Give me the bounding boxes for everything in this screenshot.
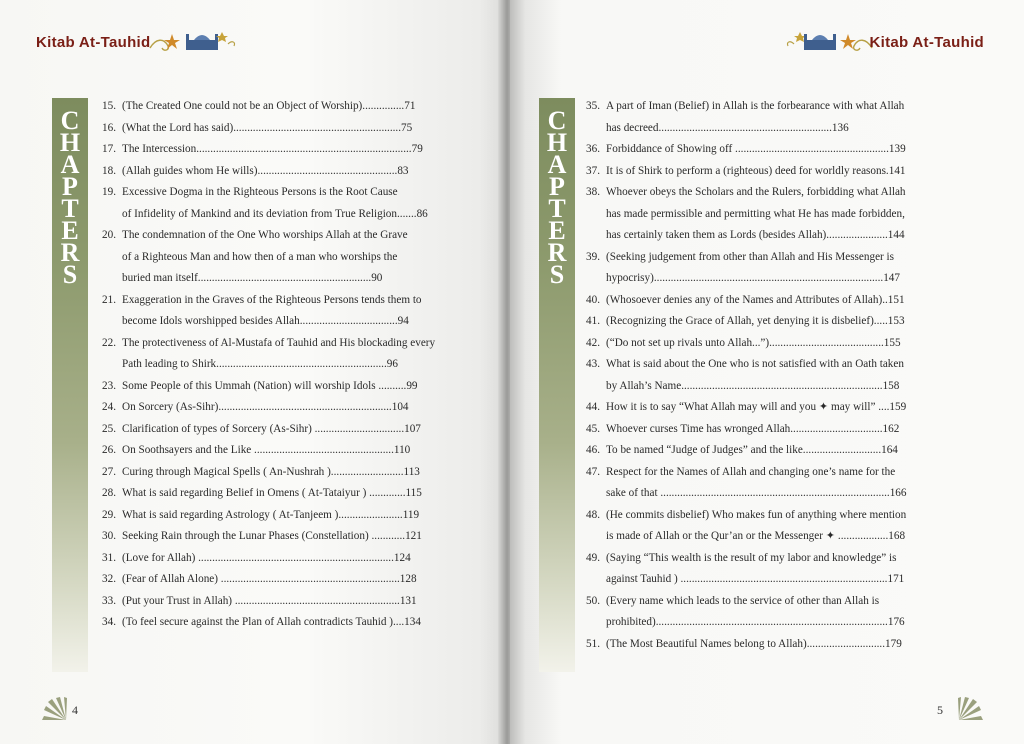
toc-entry: 35. A part of Iman (Belief) in Allah is the forbearance with what Allah has decreed..............................................................136	[586, 100, 905, 134]
toc-entry: 37. It is of Shirk to perform a (righteous) deed for worldly reasons.141	[586, 164, 906, 177]
toc-entry: 21. Exaggeration in the Graves of the Righteous Persons tends them to become Idols worshipped besides Allah...................................94	[102, 293, 422, 327]
toc-list-left	[102, 96, 466, 634]
toc-entry: 27. Curing through Magical Spells ( An-Nushrah )..........................113	[102, 465, 420, 478]
toc-entry: 50. (Every name which leads to the service of other than Allah is prohibited)...................................................................................176	[586, 594, 905, 628]
toc-entry: 20. The condemnation of the One Who worships Allah at the Grave of a Righteous Man and how then of a man who worships the buried man itself..............................................................90	[102, 229, 408, 284]
toc-entry: 19. Excessive Dogma in the Righteous Persons is the Root Cause of Infidelity of Mankind and its deviation from True Religion.......86	[102, 186, 428, 220]
toc-entry: 32. (Fear of Allah Alone) ................................................................128	[102, 573, 417, 585]
chapters-vertical-label: C H A P T E R S	[59, 106, 81, 289]
toc-entry: 29. What is said regarding Astrology ( At-Tanjeem ).......................119	[102, 508, 420, 521]
toc-entry: 18. (Allah guides whom He wills)..................................................83	[102, 164, 409, 177]
chapters-band	[52, 98, 88, 672]
toc-entry: 39. (Seeking judgement from other than Allah and His Messenger is hypocrisy)..................................................................................147	[586, 250, 900, 284]
toc-entry: 16. (What the Lord has said)............................................................75	[102, 121, 413, 134]
toc-entry: 28. What is said regarding Belief in Omens ( At-Tataiyur ) .............115	[102, 487, 422, 499]
page-number-right: 5	[937, 703, 943, 717]
toc-entry: 42. (“Do not set up rivals unto Allah...”).........................................155	[586, 336, 901, 349]
left-page	[0, 0, 510, 744]
toc-entry: 47. Respect for the Names of Allah and changing one’s name for the sake of that ..................................................................................166	[586, 465, 907, 499]
toc-entry: 49. (Saying “This wealth is the result of my labor and knowledge” is against Tauhid ) ..........................................................................171	[586, 551, 905, 585]
toc-entry: 51. (The Most Beautiful Names belong to Allah)............................179	[586, 637, 902, 650]
toc-entry: 22. The protectiveness of Al-Mustafa of Tauhid and His blockading every Path leading to Shirk.............................................................96	[102, 336, 436, 370]
fan-ornament-icon	[957, 696, 987, 722]
toc-entry: 40. (Whosoever denies any of the Names and Attributes of Allah)..151	[586, 293, 905, 306]
toc-entry: 36. Forbiddance of Showing off .......................................................139	[586, 143, 906, 155]
page-number-left: 4	[72, 703, 78, 717]
toc-entry: 38. Whoever obeys the Scholars and the Rulers, forbidding what Allah has made permissible and permitting what He has made forbidden, has certainly taken them as Lords (besides Allah)......................144	[586, 186, 906, 241]
mosque-ornament-icon	[148, 28, 238, 54]
chapters-band	[539, 98, 575, 672]
toc-entry: 23. Some People of this Ummah (Nation) will worship Idols ..........99	[102, 379, 418, 392]
toc-entry: 45. Whoever curses Time has wronged Allah.................................162	[586, 422, 900, 435]
toc-list-right	[586, 96, 952, 655]
toc-entry: 17. The Intercession.............................................................................79	[102, 143, 423, 155]
toc-entry: 34. (To feel secure against the Plan of Allah contradicts Tauhid )....134	[102, 616, 421, 628]
toc-entry: 31. (Love for Allah) ......................................................................124	[102, 551, 411, 564]
running-header-right: Kitab At-Tauhid	[869, 34, 984, 51]
toc-entry: 46. To be named “Judge of Judges” and the like............................164	[586, 444, 898, 456]
toc-entry: 44. How it is to say “What Allah may will and you ✦ may will” ....159	[586, 401, 907, 413]
toc-entry: 25. Clarification of types of Sorcery (As-Sihr) ................................107	[102, 422, 421, 435]
toc-entry: 15. (The Created One could not be an Object of Worship)...............71	[102, 100, 416, 112]
toc-entry: 26. On Soothsayers and the Like ..................................................110	[102, 444, 411, 456]
toc-entry: 48. (He commits disbelief) Who makes fun of anything where mention is made of Allah or the Qur’an or the Messenger ✦ ..................168	[586, 508, 907, 542]
toc-entry: 24. On Sorcery (As-Sihr)..............................................................104	[102, 401, 409, 413]
running-header-left: Kitab At-Tauhid	[36, 34, 151, 51]
toc-entry: 43. What is said about the One who is not satisfied with an Oath taken by Allah’s Name........................................................................158	[586, 358, 904, 392]
chapters-vertical-label: C H A P T E R S	[546, 106, 568, 289]
fan-ornament-icon	[38, 696, 68, 722]
mosque-ornament-icon	[784, 28, 874, 54]
toc-entry: 30. Seeking Rain through the Lunar Phases (Constellation) ............121	[102, 530, 422, 542]
toc-entry: 33. (Put your Trust in Allah) ...........................................................131	[102, 594, 417, 607]
toc-entry: 41. (Recognizing the Grace of Allah, yet denying it is disbelief).....153	[586, 315, 905, 327]
